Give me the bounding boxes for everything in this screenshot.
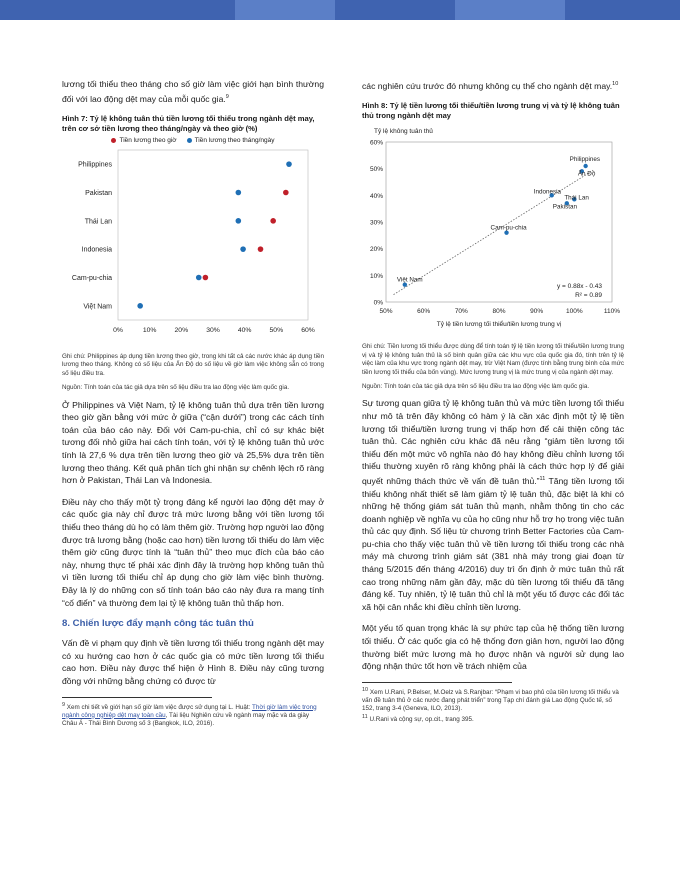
plot-area xyxy=(118,150,308,320)
left-column xyxy=(62,78,324,728)
x-tick-label: 60% xyxy=(301,327,315,335)
x-tick-label: 50% xyxy=(379,308,393,316)
y-tick-label: 30% xyxy=(369,219,383,227)
point-label: Ấn Độ xyxy=(577,170,596,178)
y-tick-label: 0% xyxy=(373,299,383,307)
footnote-rule xyxy=(62,697,212,698)
y-tick-label: 10% xyxy=(369,273,383,281)
figure-8-source: Nguồn: Tính toán của tác giả dựa trên số liệu điều tra lao động việc làm quốc gia. xyxy=(362,383,590,391)
y-tick-label: 60% xyxy=(369,139,383,147)
footnote-rule xyxy=(362,682,512,683)
monthly-point xyxy=(196,275,202,281)
point-label: Thái Lan xyxy=(564,194,589,202)
red-dot-icon xyxy=(111,138,116,143)
monthly-point xyxy=(286,161,292,167)
hourly-point xyxy=(283,190,289,196)
monthly-point xyxy=(137,303,143,309)
figure-7-title: Hình 7: Tỷ lệ không tuân thủ tiền lương tối thiểu trong ngành dệt may, trên cơ sở tiền lương theo tháng/ngày và theo giờ (%) xyxy=(62,114,315,134)
x-tick-label: 80% xyxy=(492,308,506,316)
header-bar-segment xyxy=(235,0,335,20)
category-label: Philippines xyxy=(78,161,112,169)
figure-7-legend xyxy=(62,137,324,144)
x-tick-label: 10% xyxy=(142,327,157,335)
category-label: Thái Lan xyxy=(84,218,112,226)
point-label: Việt Nam xyxy=(396,277,423,285)
y-tick-label: 50% xyxy=(369,166,383,174)
r2-label: R² = 0.89 xyxy=(575,292,602,300)
legend-item-hourly: Tiền lương theo giờ xyxy=(111,137,176,144)
point-label: Cam-pu-chia xyxy=(490,225,527,233)
x-tick-label: 30% xyxy=(206,327,220,335)
monthly-point xyxy=(236,190,242,196)
right-column xyxy=(362,78,624,724)
equation-label: y = 0.88x - 0.43 xyxy=(557,283,602,291)
footnote-9-link[interactable]: Thời giờ làm việc trong ngành công nghiệp dệt may toàn cầu xyxy=(62,703,317,719)
hourly-point xyxy=(258,246,264,252)
x-tick-label: 40% xyxy=(237,327,252,335)
category-label: Pakistan xyxy=(85,190,112,198)
y-tick-label: 40% xyxy=(369,193,383,201)
x-tick-label: 70% xyxy=(454,308,468,316)
figure-7-source: Nguồn: Tính toán của tác giả dựa trên số liệu điều tra lao động việc làm quốc gia. xyxy=(62,384,290,392)
footnote-9: 9 Xem chi tiết về giới hạn số giờ làm việc được sử dụng tại L. Huật: Thời giờ làm việc trong ngành công nghiệp dệt may toàn cầu, Tài liệu Nghiên cứu về ngành may mặc và da giày Châu Á - Thái Bình Dương số 3 (Bangkok, ILO, 2016). xyxy=(62,701,317,727)
y-axis-label: Tỷ lệ không tuân thủ xyxy=(374,128,433,136)
figure-7-note: Ghi chú: Philippines áp dụng tiền lương theo giờ, trong khi tất cả các nước khác áp dụng tiền lương theo tháng. Không có số liệu của Ấn Độ do số liệu về giờ làm việc không sẵn có trong số liệu điều tra. xyxy=(62,353,324,377)
footnote-10: 10 Xem U.Rani, P.Belser, M.Oelz và S.Ranjbar: “Phạm vi bao phủ của tiền lương tối thiểu và vấn đề tuân thủ ở các nước đang phát triển” trong Tạp chí đánh giá Lao động Quốc tế, số 152, trang 3-4 (Geneva, ILO, 2013). xyxy=(362,686,619,712)
x-tick-label: 20% xyxy=(174,327,189,335)
header-bar-segment xyxy=(455,0,565,20)
legend-item-monthly: Tiền lương theo tháng/ngày xyxy=(187,137,275,144)
hourly-point xyxy=(203,275,209,281)
right-paragraph-1: Sự tương quan giữa tỷ lệ không tuân thủ và mức tiền lương tối thiểu như mô tả trên đây không có hàm ý là cần xác định một tỷ lệ tiền lương tối thiểu/tiền lương trung vị thấp hơn để cải thiện công tác tuân thủ. Các nghiên cứu khác đã nêu rằng “giảm tiền lương tối thiểu đến một mức vô nghĩa nào đó hay không điều chỉnh lương tối thiểu thường xuyên rõ ràng không phải là cách thức hợp lý để giải quyết những thách thức về vấn đề tuân thủ.”$^{11}$ Tăng tiền lương tối thiểu không nhất thiết sẽ làm giảm tỷ lệ tuân thủ, đặc biệt là khi có những hệ thống giám sát tuân thủ mạnh, nhằm thông tin cho các doanh nghiệp về nghĩa vụ của họ cũng như hỗ trợ họ trong việc tuân thủ các quy định. Số liệu từ chương trình Better Factories của Cam-pu-chia cho thấy việc tuân thủ về tiền lương tối thiểu trong các nhà máy mà chương trình giám sát (381 nhà máy trong giai đoạn từ tháng 5/2015 đến tháng 4/2016) duy trì ổn định ở mức tuân thủ rất cao trong những năm gần đây, mặc dù tiền lương tối thiểu đã tăng đáng kể. Tuy nhiên, tỷ lệ tuân thủ chỉ là một yếu tố được các đối tác xã hội cân nhắc khi điều chỉnh tiền lương. xyxy=(362,398,624,612)
x-tick-label: 50% xyxy=(269,327,284,335)
figure-8-chart xyxy=(362,124,624,334)
left-paragraph-2: Điều này cho thấy một tỷ trọng đáng kể người lao động dệt may ở các quốc gia này chỉ được trả mức lương bằng với tiền lương tối thiểu theo tháng dù họ có làm thêm giờ. Trường hợp người lao động được trả lương bằng (hoặc cao hơn) tiền lương tối thiểu do làm việc thêm giờ cũng được tính là “tuân thủ” theo mục đích của báo cáo này, nhưng thực tế phải xác định đây là trường hợp không tuân thủ vì tiền lương tối thiểu chỉ áp dụng cho giờ làm việc bình thường. Đây là lý do những con số tính toán báo cáo này đưa ra mang tính “cố điển” và thường đem lại tỷ lệ không tuân thủ thấp hơn. xyxy=(62,496,324,608)
point-label: Indonesia xyxy=(533,188,562,196)
x-axis-label: Tỷ lệ tiền lương tối thiểu/tiền lương trung vị xyxy=(436,321,562,329)
monthly-point xyxy=(240,246,246,252)
x-tick-label: 60% xyxy=(417,308,431,316)
figure-7-chart xyxy=(62,144,324,344)
scatter-point xyxy=(583,164,587,168)
figure-8-note: Ghi chú: Tiền lương tối thiểu được dùng để tính toán tỷ lệ tiền lương tối thiểu/tiền lương trung vị và tỷ lệ không tuân thủ là số bình quân giữa các khu vực của quốc gia đó, tính trên tỷ lệ việc làm của khu vực trong ngành dệt may, trừ Việt Nam (được tính bằng trung bình của mức tiền lương tối thiểu của bốn vùng). Mức lương trung vị là mức trung vị của ngành dệt may. xyxy=(362,343,624,376)
category-label: Indonesia xyxy=(81,246,112,254)
x-tick-label: 110% xyxy=(603,308,621,316)
footnote-11: 11 U.Rani và cộng sự, op.cit., trang 395. xyxy=(362,713,474,723)
x-tick-label: 90% xyxy=(530,308,544,316)
right-paragraph-2: Một yếu tố quan trọng khác là sự phức tạp của hệ thống tiền lương tối thiểu. Ở các quốc gia có hệ thống đơn giản hơn, người lao động thường biết mức lương mà họ được nhận và người sử dụng lao động nhận thức tốt hơn về trách nhiệm của xyxy=(362,623,624,672)
point-label: Philippines xyxy=(569,156,601,164)
hourly-point xyxy=(270,218,276,224)
category-label: Việt Nam xyxy=(83,303,112,311)
y-tick-label: 20% xyxy=(369,246,383,254)
x-tick-label: 100% xyxy=(566,308,583,316)
x-tick-label: 0% xyxy=(113,327,123,335)
figure-8-title: Hình 8: Tỷ lệ tiền lương tối thiểu/tiền lương trung vị và tỷ lệ không tuân thủ trong ngành dệt may xyxy=(362,101,620,121)
category-label: Cam-pu-chia xyxy=(71,275,112,283)
header-bar xyxy=(0,0,680,20)
left-paragraph-3: Vấn đề vi phạm quy định về tiền lương tối thiểu trong ngành dệt may có xu hướng cao hơn ở các quốc gia có mức tiền lương tối thiểu cao hơn. Điều này được thể hiện ở Hình 8. Điều này cũng tương đồng với những bằng chứng có được từ xyxy=(62,638,324,686)
blue-dot-icon xyxy=(187,138,192,143)
left-intro-paragraph: lương tối thiểu theo tháng cho số giờ làm việc giới hạn bình thường đối với lao động dệt may của mỗi quốc gia.$^9$ xyxy=(62,79,324,104)
left-paragraph-1: Ở Philippines và Việt Nam, tỷ lệ không tuân thủ dựa trên tiền lương theo giờ gần bằng với mức ở giữa (“cận dưới”) trong các cách tính toán của báo cáo này. Đối với Cam-pu-chia, chỉ có sự khác biệt tương đối nhỏ giữa hai cách tính toán, với tỷ lệ không tuân thủ ước tính là 27,6 % dựa trên tiền lương theo giờ và 25,5% dựa trên tiền lương theo tháng. Kết quả phân tích ghi nhận sự chênh lệch rõ ràng hơn ở Pakistan, Thái Lan và Indonesia. xyxy=(62,399,324,486)
point-label: Pakistan xyxy=(552,203,577,211)
monthly-point xyxy=(236,218,242,224)
right-intro-paragraph: các nghiên cứu trước đó nhưng không cụ thể cho ngành dệt may.$^{10}$ xyxy=(362,80,619,91)
section-8-heading: 8. Chiến lược đẩy mạnh công tác tuân thủ xyxy=(62,618,254,630)
